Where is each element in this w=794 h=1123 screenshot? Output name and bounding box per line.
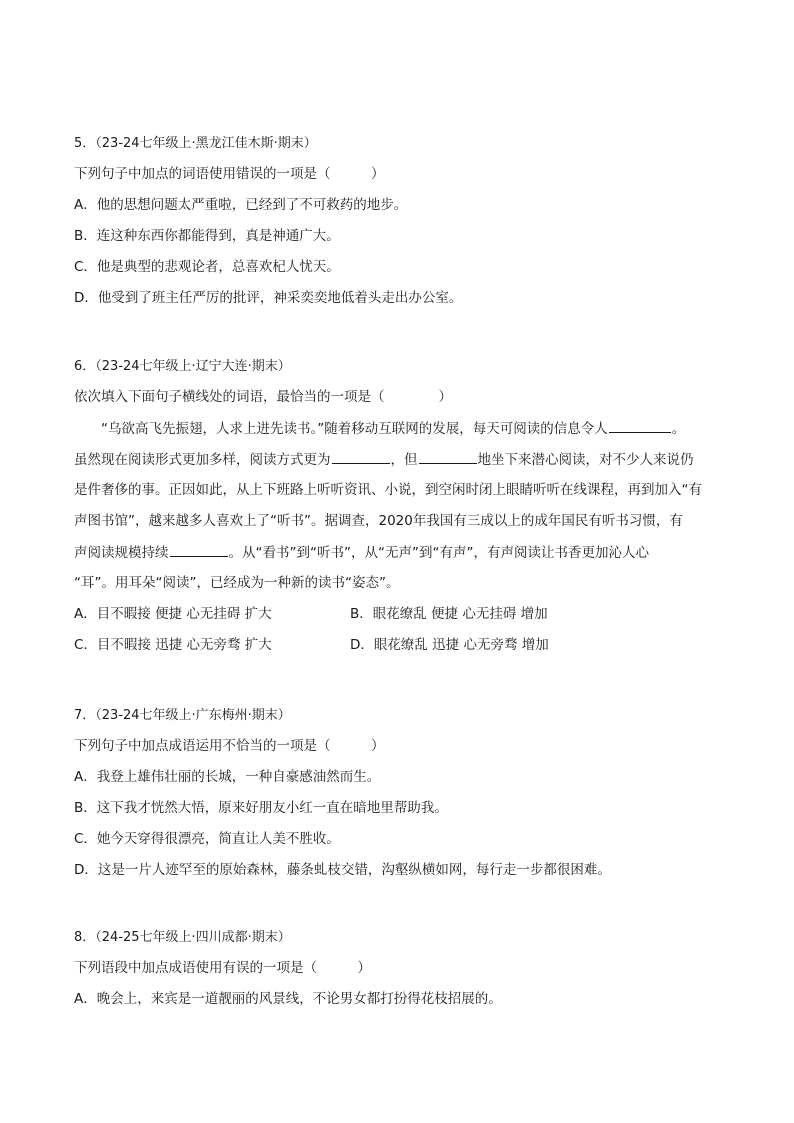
passage-text: 。 (671, 421, 686, 437)
answer-blank (419, 449, 477, 464)
option-a: A．他的思想问题太严重啦，已经到了不可救药的地步。 (74, 197, 408, 213)
passage-text: ，但 (390, 452, 418, 468)
option-d: D．这是一片人迹罕至的原始森林，藤条虬枝交错，沟壑纵横如网，每行走一步都很困难。 (74, 862, 611, 878)
option-c: C．他是典型的悲观论者，总喜欢杞人忧天。 (74, 259, 340, 275)
passage-line: 是件奢侈的事。正因如此，从上下班路上听听资讯、小说，到空闲时闭上眼睛听听在线课程，再到加入“有 (74, 482, 702, 498)
option-a: A．晚会上，来宾是一道靓丽的风景线，不论男女都打扮得花枝招展的。 (74, 991, 502, 1007)
option-c: C．她今天穿得很漂亮，简直让人美不胜收。 (74, 831, 340, 847)
answer-blank (170, 542, 228, 557)
question-header: 5．（23-24七年级上·黑龙江佳木斯·期末） (74, 136, 317, 151)
passage-text: 。从“看书”到“听书”，从“无声”到“有声”，有声阅读让书香更加沁人心 (228, 545, 649, 561)
option-row (74, 604, 734, 625)
question-header: 8．（24-25七年级上·四川成都·期末） (74, 930, 291, 945)
question-8 (74, 927, 734, 1020)
option-b: B．连这种东西你都能得到，真是神通广大。 (74, 228, 340, 244)
question-header: 6．（23-24七年级上·辽宁大连·期末） (74, 359, 291, 374)
question-stem: 依次填入下面句子横线处的词语，最恰当的一项是（ ） (74, 389, 452, 405)
question-stem: 下列句子中加点成语运用不恰当的一项是（ ） (74, 738, 385, 754)
answer-blank (609, 418, 671, 433)
option-b: B．眼花缭乱 便捷 心无挂碍 增加 (350, 606, 548, 622)
passage-text: 虽然现在阅读形式更加多样，阅读方式更为 (74, 452, 331, 468)
question-7 (74, 705, 734, 891)
passage-line: 声图书馆”，越来越多人喜欢上了“听书”。据调查，2020年我国有三成以上的成年国民有听书习惯，有 (74, 513, 683, 529)
option-a: A．目不暇接 便捷 心无挂碍 扩大 (74, 606, 272, 622)
reading-passage (74, 418, 734, 594)
passage-text: 声阅读规模持续 (74, 545, 169, 561)
option-d: D．他受到了班主任严厉的批评，神采奕奕地低着头走出办公室。 (74, 290, 463, 306)
option-b: B．这下我才恍然大悟，原来好朋友小红一直在暗地里帮助我。 (74, 800, 448, 816)
passage-line (74, 449, 734, 470)
option-row (74, 635, 734, 656)
passage-line (74, 542, 734, 563)
passage-line (74, 418, 734, 439)
question-5 (74, 133, 734, 319)
question-header: 7．（23-24七年级上·广东梅州·期末） (74, 708, 291, 723)
passage-text: “乌欲高飞先振翅，人求上进先读书。”随着移动互联网的发展，每天可阅读的信息令人 (101, 421, 608, 437)
passage-text: 地坐下来潜心阅读，对不少人来说仍 (477, 452, 694, 468)
option-c: C．目不暇接 迅捷 心无旁骛 扩大 (74, 637, 272, 653)
question-stem: 下列句子中加点的词语使用错误的一项是（ ） (74, 166, 385, 182)
passage-line: “耳”。用耳朵“阅读”，已经成为一种新的读书“姿态”。 (74, 575, 400, 591)
answer-blank (332, 449, 390, 464)
question-stem: 下列语段中加点成语使用有误的一项是（ ） (74, 960, 371, 976)
option-d: D．眼花缭乱 迅捷 心无旁骛 增加 (350, 637, 549, 653)
question-6 (74, 356, 734, 666)
option-a: A．我登上雄伟壮丽的长城，一种自豪感油然而生。 (74, 769, 381, 785)
